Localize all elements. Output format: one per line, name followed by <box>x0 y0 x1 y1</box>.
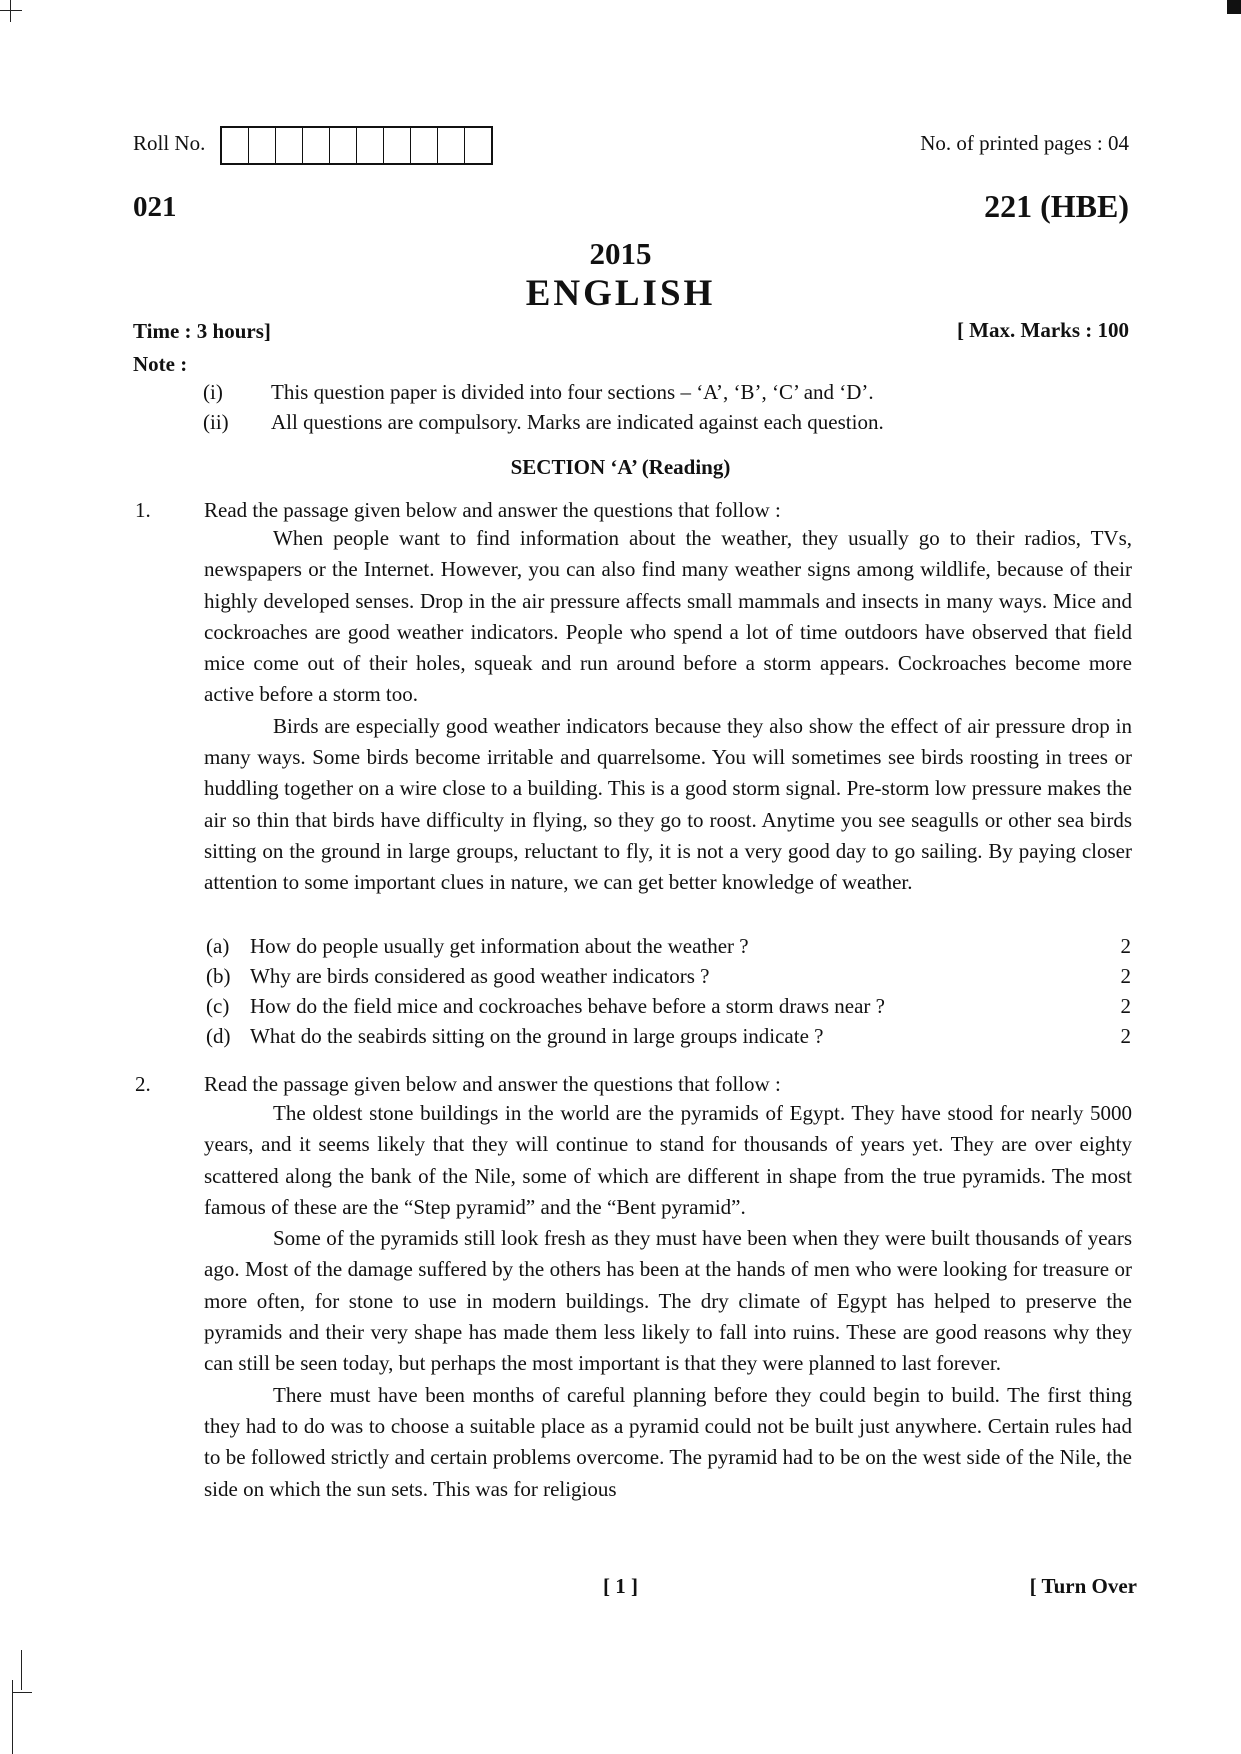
note-item <box>203 380 874 405</box>
subquestion <box>206 934 1131 964</box>
subquestion-text: Why are birds considered as good weather indicators ? <box>250 964 710 988</box>
roll-number-box <box>384 128 411 163</box>
passage-paragraph: Some of the pyramids still look fresh as they must have been when they were built thousands of years ago. Most of the damage suffered by the others has been at the hands of men who were looking for treasure or more often, for stone to use in modern buildings. The dry climate of Egypt has helped to preserve the pyramids and their very shape has made them less likely to fall into ruins. These are good reasons why they can still be seen today, but perhaps the most important is that they were planned to last forever. <box>204 1226 1132 1376</box>
time-allowed: Time : 3 hours] <box>133 319 271 343</box>
subquestion-marks: 2 <box>1120 964 1131 988</box>
corner-scan-mark <box>1227 0 1241 14</box>
exam-year: 2015 <box>589 236 652 271</box>
printed-pages: No. of printed pages : 04 <box>920 131 1129 155</box>
turn-over-note: [ Turn Over <box>1029 1574 1137 1598</box>
passage-paragraph: Birds are especially good weather indicators because they also show the effect of air pressure drop in many ways. Some birds become irritable and quarrelsome. You will sometimes see birds roosting in trees or huddling together on a wire close to a building. This is a good storm signal. Pre-storm low pressure makes the air so thin that birds have difficulty in flying, so they go to roost. Anytime you see seagulls or other sea birds sitting on the ground in large groups, reluctant to fly, it is not a very good day to go sailing. By paying closer attention to some important clues in nature, we can get better knowledge of weather. <box>204 713 1132 895</box>
roll-number-box <box>438 128 465 163</box>
roll-number-box <box>222 128 249 163</box>
question-1-passage <box>204 523 1132 899</box>
subquestion <box>206 964 1131 994</box>
roll-number-box <box>330 128 357 163</box>
question-2-number: 2. <box>135 1072 151 1096</box>
section-a-heading: SECTION ‘A’ (Reading) <box>510 455 731 479</box>
question-2-passage <box>204 1098 1132 1505</box>
subquestion-text: How do people usually get information about the weather ? <box>250 934 749 958</box>
subquestion-label: (c) <box>206 994 230 1018</box>
roll-number-boxes <box>220 126 493 165</box>
binding-mark-icon <box>10 1650 34 1754</box>
page-number: [ 1 ] <box>603 1574 638 1598</box>
passage-paragraph: The oldest stone buildings in the world are the pyramids of Egypt. They have stood for nearly 5000 years, and it seems likely that they will continue to stand for thousands of years yet. They are over eighty scattered along the bank of the Nile, some of which are different in shape from the true pyramids. The most famous of these are the “Step pyramid” and the “Bent pyramid”. <box>204 1101 1132 1219</box>
question-2-instruction: Read the passage given below and answer the questions that follow : <box>204 1072 781 1096</box>
roll-number-box <box>249 128 276 163</box>
roll-number-box <box>465 128 491 163</box>
subquestion-text: What do the seabirds sitting on the ground in large groups indicate ? <box>250 1024 824 1048</box>
note-item-number: (i) <box>203 380 223 404</box>
note-item-number: (ii) <box>203 410 229 434</box>
subject-title: ENGLISH <box>525 273 716 314</box>
subquestion-marks: 2 <box>1120 1024 1131 1048</box>
paper-code-left: 021 <box>133 191 177 223</box>
roll-number-box <box>411 128 438 163</box>
subquestion-marks: 2 <box>1120 934 1131 958</box>
paper-code-right: 221 (HBE) <box>984 188 1129 224</box>
question-1-number: 1. <box>135 498 151 522</box>
roll-number-label: Roll No. <box>133 131 206 155</box>
subquestion <box>206 994 1131 1024</box>
subquestion-label: (b) <box>206 964 231 988</box>
note-item <box>203 410 884 435</box>
roll-number-box <box>357 128 384 163</box>
subquestion-label: (d) <box>206 1024 231 1048</box>
note-label: Note : <box>133 352 188 376</box>
passage-paragraph: There must have been months of careful planning before they could begin to build. The first thing they had to do was to choose a suitable place as a pyramid could not be built just anywhere. Certain rules had to be followed strictly and certain problems overcome. The pyramid had to be on the west side of the Nile, the side on which the sun sets. This was for religious <box>204 1382 1132 1501</box>
note-item-text: All questions are compulsory. Marks are indicated against each question. <box>271 410 884 434</box>
passage-paragraph: When people want to find information about the weather, they usually go to their radios, TVs, newspapers or the Internet. However, you can also find many weather signs among wildlife, because of their highly developed senses. Drop in the air pressure affects small mammals and insects in many ways. Mice and cockroaches are good weather indicators. People who spend a lot of time outdoors have observed that field mice come out of their holes, squeak and run around before a storm appears. Cockroaches become more active before a storm too. <box>204 526 1132 707</box>
question-1-instruction: Read the passage given below and answer the questions that follow : <box>204 498 781 522</box>
subquestion-label: (a) <box>206 934 230 958</box>
subquestion-text: How do the field mice and cockroaches behave before a storm draws near ? <box>250 994 885 1018</box>
registration-cross-icon <box>0 0 22 22</box>
roll-number-box <box>303 128 330 163</box>
note-item-text: This question paper is divided into four sections – ‘A’, ‘B’, ‘C’ and ‘D’. <box>271 380 874 404</box>
max-marks: [ Max. Marks : 100 <box>956 318 1129 342</box>
roll-number-box <box>276 128 303 163</box>
subquestion-marks: 2 <box>1120 994 1131 1018</box>
subquestion <box>206 1024 1131 1054</box>
